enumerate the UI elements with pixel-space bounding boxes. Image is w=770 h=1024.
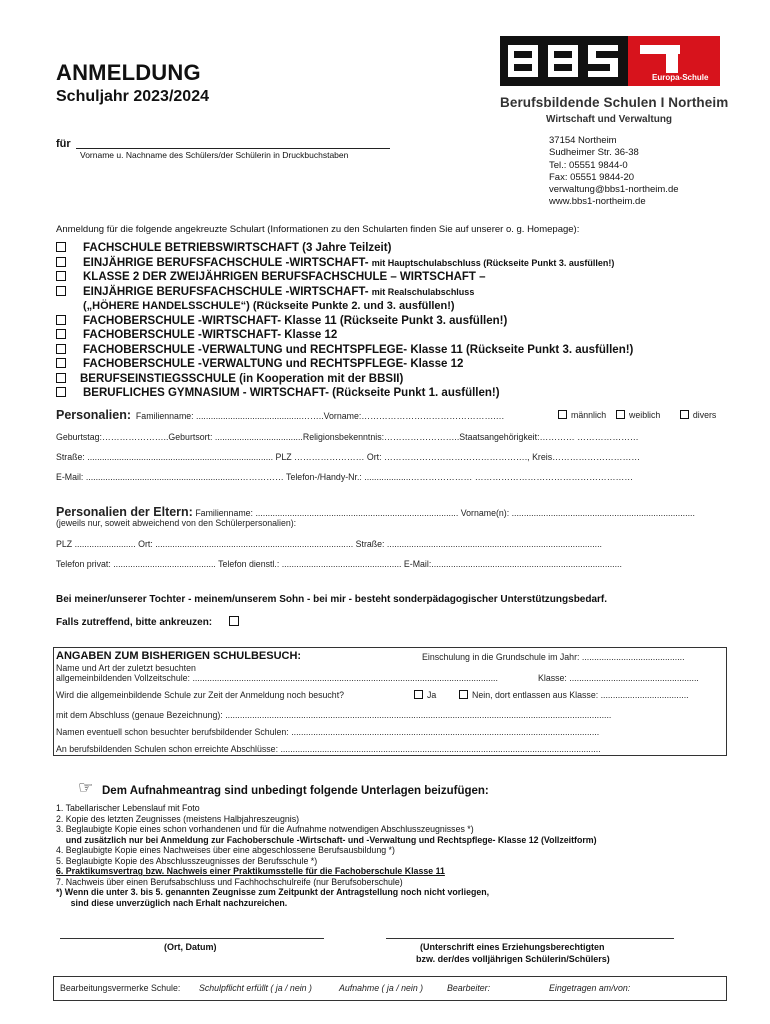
school-type-option[interactable] bbox=[54, 241, 633, 256]
option-label: („HÖHERE HANDELSSCHULE“) (Rückseite Punkte 2. und 3. ausfüllen!) bbox=[83, 300, 455, 312]
school-type-option[interactable] bbox=[54, 256, 633, 271]
option-label: BERUFSEINSTIEGSSCHULE (in Kooperation mit der BBSII) bbox=[80, 372, 404, 385]
still-attending-question: Wird die allgemeinbildende Schule zur Zeit der Anmeldung noch besucht? bbox=[56, 690, 345, 700]
list-item: 3. Beglaubigte Kopie eines schon vorhandenen und für die Aufnahme notwendigen Abschlusszeugnisses *) bbox=[56, 824, 474, 834]
gender-label: divers bbox=[692, 410, 717, 420]
option-label: FACHOBERSCHULE -WIRTSCHAFT- Klasse 11 (Rückseite Punkt 3. ausfüllen!) bbox=[83, 314, 508, 327]
eltern-address-fields[interactable]: PLZ ......................... Ort: ................................................................................. Straße: ........................................................................................ bbox=[56, 539, 603, 549]
school-type-option[interactable] bbox=[54, 270, 633, 285]
place-date-label: (Ort, Datum) bbox=[164, 942, 217, 952]
checkbox[interactable] bbox=[56, 387, 66, 397]
eltern-name-fields[interactable]: Familienname: ................................................................................... Vorname(n): ........................................................................... bbox=[195, 508, 695, 518]
gender-options bbox=[558, 410, 716, 420]
intro-text: Anmeldung für die folgende angekreuzte Schulart (Informationen zu den Schularten finden Sie auf unserer o. g. Homepage): bbox=[56, 224, 580, 235]
checkbox-divers[interactable] bbox=[680, 410, 689, 419]
support-checkbox[interactable] bbox=[229, 616, 239, 626]
address-line: 37154 Northeim bbox=[549, 135, 617, 146]
gender-label: weiblich bbox=[629, 410, 661, 420]
signature-label-2: bzw. der/des volljährigen Schülerin/Schülers) bbox=[416, 954, 610, 964]
list-item: 2. Kopie des letzten Zeugnisses (meistens Halbjahreszeugnis) bbox=[56, 813, 300, 824]
school-type-list bbox=[54, 241, 633, 401]
address-line: verwaltung@bbs1-northeim.de bbox=[549, 184, 679, 196]
europa-schule-badge: Europa-Schule bbox=[652, 73, 709, 82]
signature-label-1: (Unterschrift eines Erziehungsberechtigten bbox=[420, 942, 605, 952]
student-name-hint: Vorname u. Nachname des Schülers/der Schülerin in Druckbuchstaben bbox=[80, 150, 349, 160]
documents-heading: Dem Aufnahmeantrag sind unbedingt folgende Unterlagen beizufügen: bbox=[102, 785, 489, 797]
einschulung-field[interactable]: Einschulung in die Grundschule im Jahr: .......................................... bbox=[422, 652, 685, 662]
vocational-schools-field[interactable]: Namen eventuell schon besuchter berufsbildender Schulen: .............................................................................................................................. bbox=[56, 727, 600, 737]
option-label: FACHSCHULE BETRIEBSWIRTSCHAFT (3 Jahre Teilzeit) bbox=[83, 242, 392, 254]
option-label: BERUFLICHES GYMNASIUM - WIRTSCHAFT- (Rückseite Punkt 1. ausfüllen!) bbox=[83, 387, 500, 399]
page-title: ANMELDUNG bbox=[56, 60, 201, 85]
school-address bbox=[549, 135, 679, 209]
checkbox-weiblich[interactable] bbox=[616, 410, 625, 419]
checkbox[interactable] bbox=[56, 271, 66, 281]
checkbox[interactable] bbox=[56, 257, 66, 267]
fuer-label: für bbox=[56, 138, 71, 150]
address-line: Tel.: 05551 9844-0 bbox=[549, 159, 628, 171]
checkbox[interactable] bbox=[56, 286, 66, 296]
support-tick-label: Falls zutreffend, bitte ankreuzen: bbox=[56, 616, 256, 628]
option-label: FACHOBERSCHULE -WIRTSCHAFT- Klasse 12 bbox=[83, 329, 338, 341]
school-department: Wirtschaft und Verwaltung bbox=[546, 114, 673, 125]
last-school-label: Name und Art der zuletzt besuchten bbox=[56, 663, 196, 673]
list-item: 1. Tabellarischer Lebenslauf mit Foto bbox=[56, 803, 200, 813]
last-school-field[interactable]: allgemeinbildenden Vollzeitschule: ............................................................................................................................. bbox=[56, 673, 498, 683]
eltern-hint: (jeweils nur, soweit abweichend von den Schülerpersonalien): bbox=[56, 518, 297, 528]
ja-option[interactable]: Ja bbox=[414, 690, 436, 700]
option-label: EINJÄHRIGE BERUFSFACHSCHULE -WIRTSCHAFT- bbox=[83, 256, 372, 269]
option-label: KLASSE 2 DER ZWEIJÄHRIGEN BERUFSFACHSCHULE – WIRTSCHAFT – bbox=[83, 271, 486, 283]
school-type-option[interactable] bbox=[54, 357, 633, 372]
pointing-hand-icon: ☞ bbox=[78, 778, 94, 797]
option-label: FACHOBERSCHULE -VERWALTUNG und RECHTSPFLEGE- Klasse 11 (Rückseite Punkt 3. ausfüllen!) bbox=[83, 343, 634, 356]
list-item: 5. Beglaubigte Kopie des Abschlusszeugnisses der Berufsschule *) bbox=[56, 855, 318, 866]
address-fields[interactable]: Straße: ............................................................................ PLZ …………………… Ort: …………………………………………., Kreis………………………… bbox=[56, 452, 641, 462]
student-name-field[interactable] bbox=[76, 148, 390, 149]
checkbox[interactable] bbox=[56, 344, 66, 354]
address-line: Fax: 05551 9844-20 bbox=[549, 171, 635, 183]
name-fields[interactable]: Familienname: ...........................................……..Vorname:……………………………………….… bbox=[135, 411, 505, 421]
checkbox-maennlich[interactable] bbox=[558, 410, 567, 419]
school-logo bbox=[500, 36, 720, 86]
address-line: www.bbs1-northeim.de bbox=[549, 196, 646, 208]
eltern-row-1 bbox=[56, 505, 695, 519]
personalien-heading: Personalien: bbox=[56, 408, 132, 422]
school-type-option-continued bbox=[54, 299, 633, 314]
list-item: *) Wenn die unter 3. bis 5. genannten Zeugnisse zum Zeitpunkt der Antragstellung noch nicht vorliegen, bbox=[56, 887, 490, 897]
contact-fields[interactable]: E-Mail: ...............................................................…………… Telefon-/Handy-Nr.: ...................………………… ……………………………………………… bbox=[56, 472, 634, 482]
option-label: FACHOBERSCHULE -VERWALTUNG und RECHTSPFLEGE- Klasse 12 bbox=[83, 358, 464, 370]
checkbox[interactable] bbox=[56, 315, 66, 325]
place-date-field[interactable] bbox=[60, 938, 324, 939]
school-type-option[interactable] bbox=[54, 386, 633, 401]
school-name: Berufsbildende Schulen I Northeim bbox=[500, 95, 729, 110]
list-item: sind diese unverzüglich nach Erhalt nachzureichen. bbox=[56, 897, 288, 908]
checkbox[interactable] bbox=[56, 329, 66, 339]
documents-list bbox=[56, 803, 597, 908]
eltern-contact-fields[interactable]: Telefon privat: .......................................... Telefon dienstl.: ................................................. E-Mail:.............................................................................. bbox=[56, 559, 622, 569]
abschluss-field[interactable]: mit dem Abschluss (genaue Bezeichnung): .............................................................................................................................................................. bbox=[56, 710, 612, 720]
previous-school-heading: ANGABEN ZUM BISHERIGEN SCHULBESUCH: bbox=[56, 650, 302, 662]
school-type-option[interactable] bbox=[54, 314, 633, 329]
list-item: und zusätzlich nur bei Anmeldung zur Fachoberschule -Wirtschaft- und -Verwaltung und Rechtspflege- Klasse 12 (Vollzeitform) bbox=[56, 834, 597, 845]
list-item: 6. Praktikumsvertrag bzw. Nachweis einer Praktikumsstelle für die Fachoberschule Klasse 11 bbox=[56, 866, 445, 876]
checkbox-nein[interactable] bbox=[459, 690, 468, 699]
eltern-heading: Personalien der Eltern: bbox=[56, 505, 193, 519]
eingetragen-note: Eingetragen am/von: bbox=[549, 983, 631, 993]
school-year: Schuljahr 2023/2024 bbox=[56, 88, 209, 105]
checkbox[interactable] bbox=[56, 242, 66, 252]
option-note: mit Hauptschulabschluss (Rückseite Punkt 3. ausfüllen!) bbox=[371, 257, 615, 268]
personalien-row-1 bbox=[56, 408, 504, 422]
bearbeiter-note: Bearbeiter: bbox=[447, 983, 491, 993]
checkbox[interactable] bbox=[56, 373, 66, 383]
address-line: Sudheimer Str. 36-38 bbox=[549, 147, 639, 159]
signature-field[interactable] bbox=[386, 938, 674, 939]
schulpflicht-note: Schulpflicht erfüllt ( ja / nein ) bbox=[199, 983, 312, 993]
option-label: EINJÄHRIGE BERUFSFACHSCHULE -WIRTSCHAFT- bbox=[83, 285, 372, 298]
school-type-option[interactable] bbox=[54, 328, 633, 343]
aufnahme-note: Aufnahme ( ja / nein ) bbox=[339, 983, 424, 993]
nein-option[interactable]: Nein, dort entlassen aus Klasse: .................................... bbox=[459, 690, 689, 700]
office-notes-label: Bearbeitungsvermerke Schule: bbox=[60, 983, 181, 993]
klasse-field[interactable]: Klasse: ..................................................... bbox=[538, 673, 699, 683]
list-item: 4. Beglaubigte Kopie eines Nachweises über eine abgeschlossene Berufsausbildung *) bbox=[56, 845, 395, 855]
checkbox[interactable] bbox=[56, 358, 66, 368]
support-statement: Bei meiner/unserer Tochter - meinem/unserem Sohn - bei mir - besteht sonderpädagogischer Unterstützungsbedarf. bbox=[56, 594, 608, 605]
vocational-degrees-field[interactable]: An berufsbildenden Schulen schon erreichte Abschlüsse: ................................................................................................................................... bbox=[56, 744, 601, 754]
school-type-option[interactable] bbox=[54, 285, 633, 300]
checkbox-ja[interactable] bbox=[414, 690, 423, 699]
school-type-option[interactable] bbox=[54, 372, 633, 387]
list-item: 7. Nachweis über einen Berufsabschluss und Fachhochschulreife (nur Berufsoberschule) bbox=[56, 876, 403, 887]
school-type-option[interactable] bbox=[54, 343, 633, 358]
option-note: mit Realschulabschluss bbox=[371, 286, 475, 297]
birth-fields[interactable]: Geburtstag:…………………..Geburtsort: ....................................Religionsbekenntnis:……………………..Staatsangehörigkeit:………… ………………… bbox=[56, 432, 639, 442]
gender-label: männlich bbox=[571, 410, 607, 420]
